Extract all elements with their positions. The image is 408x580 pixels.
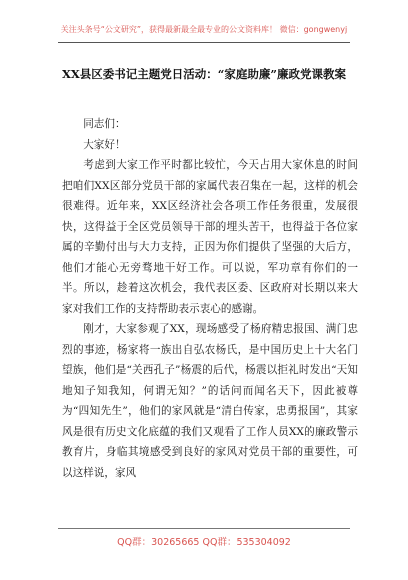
document-title: XX县区委书记主题党日活动：“家庭助廉”廉政党课教案 (61, 67, 347, 81)
footer-divider (58, 528, 350, 529)
body-paragraph: 刚才，大家参观了XX，现场感受了杨府精忠报国、满门忠烈的事迹，杨家将一族出自弘农杨氏，是中国历史上十大名门望族，他们是“关西孔子”杨震的后代，杨震以拒礼时发出“天知地知子知我知，何谓无知？”的话问而闻名天下，因此被尊为“四知先生”，他们的家风就是“清白传家，忠勇报国”，其家风是很有历史文化底蕴的我们又观看了工作人员XX的廉政警示教育片，身临其境感受到良好的家风对党员干部的重要性，可以这样说，家风 (62, 323, 358, 479)
header-banner: 关注头条号“公文研究”，获得最新最全最专业的公文资料库！ 微信：gongwenyj (60, 25, 348, 34)
header-divider (58, 42, 350, 43)
salutation: 同志们： (83, 118, 126, 130)
document-body (62, 114, 358, 483)
footer-contact: QQ群：30265665 QQ群：535304092 (117, 537, 291, 548)
body-paragraph: 考虑到大家工作平时都比较忙，今天占用大家休息的时间把咱们XX区部分党员干部的家属代表召集在一起，这样的机会很难得。近年来，XX区经济社会各项工作任务很重，发展很快，这得益于全区党员领导干部的埋头苦干，也得益于各位家属的辛勤付出与大力支持，正因为你们提供了坚强的大后方，他们才能心无旁骛地干好工作。可以说，军功章有你们的一半。所以，趁着这次机会，我代表区委、区政府对长期以来大家对我们工作的支持帮助表示衷心的感谢。 (62, 159, 358, 315)
greeting: 大家好！ (83, 138, 126, 151)
